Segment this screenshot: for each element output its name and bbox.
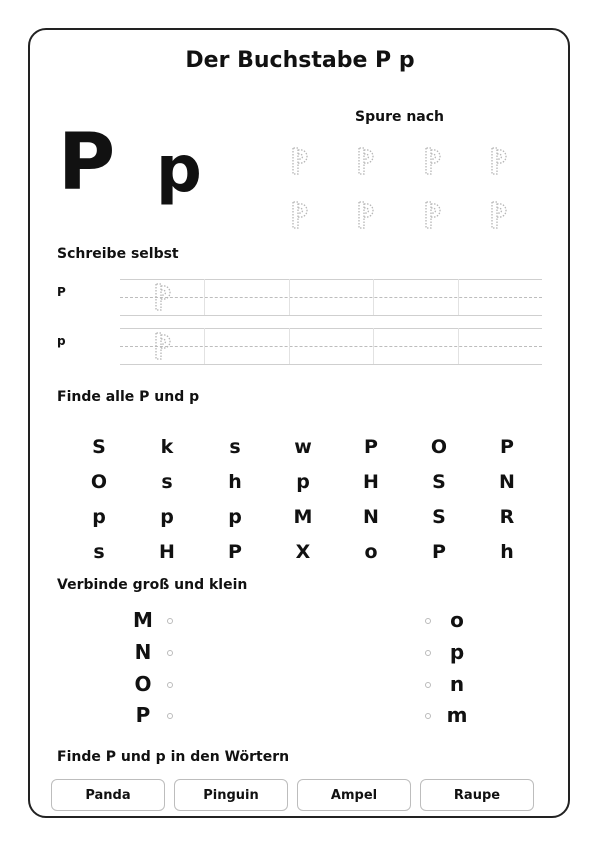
match-right-letter: m — [446, 703, 468, 727]
trace-section-label: Spure nach — [355, 109, 445, 125]
grid-letter: s — [229, 436, 241, 458]
match-left-dot — [167, 618, 173, 624]
write-row-label: p — [57, 334, 66, 348]
line-top — [120, 328, 542, 329]
match-left-letter: P — [135, 703, 151, 727]
grid-letter: w — [294, 436, 312, 458]
grid-letter: k — [160, 436, 174, 458]
grid-letter: X — [295, 541, 311, 563]
line-cell-divider — [373, 328, 374, 364]
grid-letter: p — [92, 506, 106, 528]
grid-letter: H — [363, 471, 379, 493]
trace-letter — [289, 200, 311, 230]
line-cell-divider — [204, 279, 205, 315]
line-top — [120, 279, 542, 280]
match-right-dot — [425, 713, 431, 719]
line-cell-divider — [289, 279, 290, 315]
grid-letter: P — [364, 436, 378, 458]
match-left-letter: M — [133, 608, 153, 632]
match-left-dot — [167, 682, 173, 688]
line-cell-divider — [289, 328, 290, 364]
grid-letter: s — [93, 541, 105, 563]
page-title: Der Buchstabe P p — [185, 48, 415, 73]
trace-letter — [488, 146, 510, 176]
grid-letter: h — [228, 471, 242, 493]
match-right-letter: p — [449, 640, 465, 664]
grid-letter: O — [90, 471, 108, 493]
grid-letter: R — [499, 506, 515, 528]
write-section-label: Schreibe selbst — [57, 246, 179, 262]
grid-letter: N — [363, 506, 379, 528]
big-lowercase-letter: p — [156, 133, 202, 207]
find-section-label: Finde alle P und p — [57, 389, 200, 405]
line-mid — [120, 346, 542, 347]
match-left-dot — [167, 713, 173, 719]
grid-letter: S — [432, 506, 446, 528]
word-box: Raupe — [420, 779, 534, 811]
grid-letter: H — [159, 541, 175, 563]
grid-letter: o — [364, 541, 378, 563]
line-bottom — [120, 364, 542, 365]
line-cell-divider — [204, 328, 205, 364]
write-sample-letter — [152, 282, 174, 312]
grid-letter: O — [430, 436, 448, 458]
line-cell-divider — [373, 279, 374, 315]
write-sample-letter — [152, 331, 174, 361]
grid-letter: M — [293, 506, 313, 528]
match-left-letter: O — [134, 672, 152, 696]
match-right-dot — [425, 618, 431, 624]
grid-letter: s — [161, 471, 173, 493]
trace-letter — [422, 200, 444, 230]
word-box: Panda — [51, 779, 165, 811]
word-box: Ampel — [297, 779, 411, 811]
trace-letter — [355, 146, 377, 176]
line-mid — [120, 297, 542, 298]
word-box: Pinguin — [174, 779, 288, 811]
match-left-letter: N — [134, 640, 152, 664]
match-right-letter: n — [449, 672, 465, 696]
match-section-label: Verbinde groß und klein — [57, 577, 248, 593]
trace-letter — [289, 146, 311, 176]
words-section-label: Finde P und p in den Wörtern — [57, 749, 290, 765]
line-bottom — [120, 315, 542, 316]
grid-letter: S — [92, 436, 106, 458]
match-right-dot — [425, 682, 431, 688]
match-left-dot — [167, 650, 173, 656]
grid-letter: p — [228, 506, 242, 528]
write-row-label: P — [57, 285, 66, 299]
grid-letter: P — [228, 541, 242, 563]
trace-letter — [355, 200, 377, 230]
writing-lines — [120, 328, 542, 364]
match-right-letter: o — [450, 608, 464, 632]
trace-letter — [488, 200, 510, 230]
trace-letter — [422, 146, 444, 176]
writing-lines — [120, 279, 542, 315]
grid-letter: p — [296, 471, 310, 493]
grid-letter: N — [499, 471, 515, 493]
line-cell-divider — [458, 279, 459, 315]
grid-letter: S — [432, 471, 446, 493]
match-right-dot — [425, 650, 431, 656]
line-cell-divider — [458, 328, 459, 364]
grid-letter: p — [160, 506, 174, 528]
grid-letter: h — [500, 541, 514, 563]
big-uppercase-letter: P — [58, 118, 116, 208]
grid-letter: P — [432, 541, 446, 563]
grid-letter: P — [500, 436, 514, 458]
